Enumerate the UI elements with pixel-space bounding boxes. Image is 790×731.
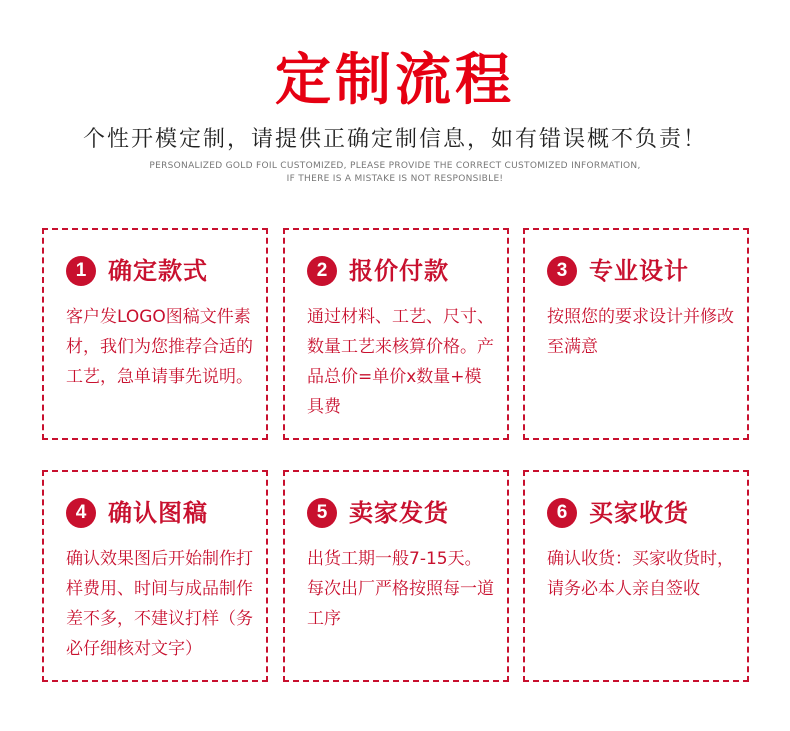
step-card-1 <box>42 228 268 440</box>
step-header <box>307 498 449 528</box>
step-number-badge: 3 <box>547 256 577 286</box>
step-description: 出货工期一般7-15天。每次出厂严格按照每一道工序 <box>307 549 494 629</box>
step-number-badge: 5 <box>307 498 337 528</box>
step-header <box>66 256 208 286</box>
step-description: 确认收货：买家收货时，请务必本人亲自签收 <box>547 549 734 599</box>
step-header <box>547 498 689 528</box>
step-description: 按照您的要求设计并修改至满意 <box>547 307 734 357</box>
page-title: 定制流程 <box>275 48 515 113</box>
step-card-6 <box>523 470 749 682</box>
step-title: 专业设计 <box>589 257 689 285</box>
page-subtitle: 个性开模定制，请提供正确定制信息，如有错误概不负责！ <box>82 127 707 152</box>
step-number-badge: 6 <box>547 498 577 528</box>
step-header <box>307 256 449 286</box>
step-title: 报价付款 <box>349 257 449 285</box>
step-title: 确认图稿 <box>108 499 208 527</box>
step-description: 通过材料、工艺、尺寸、数量工艺来核算价格。产品总价=单价x数量+模具费 <box>307 307 494 417</box>
step-description: 确认效果图后开始制作打样费用、时间与成品制作差不多，不建议打样（务必仔细核对文字） <box>66 549 253 659</box>
step-number-badge: 1 <box>66 256 96 286</box>
step-number-badge: 2 <box>307 256 337 286</box>
step-card-3 <box>523 228 749 440</box>
step-card-4 <box>42 470 268 682</box>
step-title: 确定款式 <box>108 257 208 285</box>
step-header <box>66 498 208 528</box>
step-number-badge: 4 <box>66 498 96 528</box>
step-card-5 <box>283 470 509 682</box>
english-notice-line-2: IF THERE IS A MISTAKE IS NOT RESPONSIBLE! <box>286 174 504 184</box>
step-header <box>547 256 689 286</box>
english-notice-line-1: PERSONALIZED GOLD FOIL CUSTOMIZED, PLEASE PROVIDE THE CORRECT CUSTOMIZED INFORMATION, <box>149 161 641 171</box>
english-notice <box>0 160 790 186</box>
step-title: 买家收货 <box>589 499 689 527</box>
step-description: 客户发LOGO图稿文件素材，我们为您推荐合适的工艺，急单请事先说明。 <box>66 307 253 387</box>
step-title: 卖家发货 <box>349 499 449 527</box>
step-card-2 <box>283 228 509 440</box>
